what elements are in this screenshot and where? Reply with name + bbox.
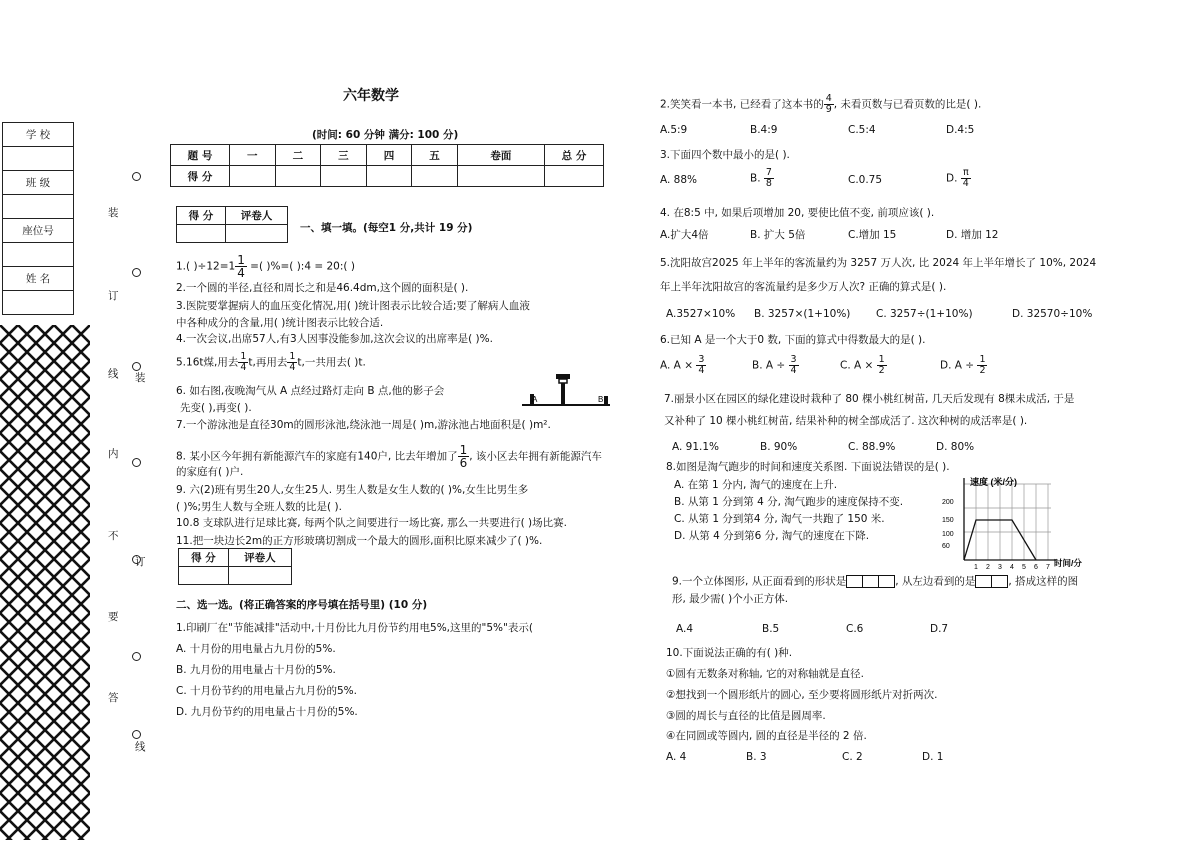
option-2-4-a[interactable]: A.扩大4倍 <box>660 229 709 241</box>
binding-char: 装 <box>108 207 119 219</box>
option-2-5-c[interactable]: C. 3257÷(1+10%) <box>876 308 973 320</box>
binding-char: 内 <box>108 448 119 460</box>
score-header: 二 <box>275 145 321 166</box>
binding-char: 订 <box>135 556 146 568</box>
grader-box-2 <box>178 548 292 585</box>
binding-char: 不 <box>108 530 119 542</box>
graph-ytick: 200 <box>942 499 954 506</box>
question-1-3: 3.医院要掌握病人的血压变化情况,用( )统计图表示比较合适;要了解病人血液 <box>176 300 530 312</box>
question-1-8: 8. 某小区今年拥有新能源汽车的家庭有140户, 比去年增加了 $\frac{1}{6}$ , 该小区去年拥有新能源汽车 <box>176 443 602 470</box>
class-field[interactable] <box>3 195 74 219</box>
option-2-3-b[interactable]: B. $\frac{7}{8}$ <box>750 167 772 189</box>
score-cell[interactable] <box>545 166 604 187</box>
option-2-4-c[interactable]: C.增加 15 <box>848 229 897 241</box>
binding-char: 要 <box>108 611 119 623</box>
question-2-1: 1.印刷厂在"节能减排"活动中,十月份比九月份节约用电5%,这里的"5%"表示( <box>176 622 533 634</box>
option-2-5-a[interactable]: A.3527×10% <box>666 308 736 320</box>
page-title: 六年数学 <box>343 88 399 104</box>
exam-subtitle: (时间: 60 分钟 满分: 100 分) <box>312 129 459 141</box>
question-1-9: 9. 六(2)班有男生20人,女生25人. 男生人数是女生人数的( )%,女生比男生多 <box>176 484 529 496</box>
score-cell[interactable] <box>230 166 276 187</box>
score-cell[interactable] <box>321 166 367 187</box>
option-2-8-c[interactable]: C. 从第 1 分到第4 分, 淘气一共跑了 150 米. <box>674 513 885 525</box>
binding-char: 订 <box>108 290 119 302</box>
question-1-3-cont: 中各种成分的含量,用( )统计图表示比较合适. <box>176 317 384 329</box>
question-1-2: 2.一个圆的半径,直径和周长之和是46.4dm,这个圆的面积是( ). <box>176 282 469 294</box>
graph-ytick: 100 <box>942 531 954 538</box>
question-2-8: 8.如图是淘气跑步的时间和速度关系图. 下面说法错误的是( ). <box>666 461 950 473</box>
option-2-2-a[interactable]: A.5:9 <box>660 124 688 136</box>
seat-label: 座位号 <box>3 219 74 243</box>
option-2-3-c[interactable]: C.0.75 <box>848 174 883 186</box>
question-1-5: 5.16t煤,用去 $\frac{1}{4}$ t,再用去 $\frac{1}{4}$ t,一共用去( )t. <box>176 351 366 373</box>
school-label: 学 校 <box>3 123 74 147</box>
binding-hole <box>132 652 141 661</box>
graph-xtick: 2 <box>986 564 990 571</box>
binding-hole <box>132 268 141 277</box>
option-2-9-b[interactable]: B.5 <box>762 623 780 635</box>
score-cell[interactable] <box>275 166 321 187</box>
question-2-5-cont: 年上半年沈阳故宫的客流量约是多少万人次? 正确的算式是( ). <box>660 281 947 293</box>
graph-xtick: 1 <box>974 564 978 571</box>
question-2-5: 5.沈阳故宫2025 年上半年的客流量约为 3257 万人次, 比 2024 年上半年增长了 10%, 2024 <box>660 257 1097 269</box>
grader-cell[interactable] <box>228 567 291 585</box>
student-info-panel <box>2 122 74 315</box>
binding-hole <box>132 730 141 739</box>
question-2-10: 10.下面说法正确的有( )种. <box>666 647 793 659</box>
grader-label: 评卷人 <box>228 549 291 567</box>
question-1-9-cont: ( )%;男生人数与全班人数的比是( ). <box>176 501 342 513</box>
binding-hole <box>132 362 141 371</box>
school-field[interactable] <box>3 147 74 171</box>
option-2-10-b[interactable]: B. 3 <box>746 751 767 763</box>
score-header: 四 <box>366 145 412 166</box>
graph-xlabel: 时间/分 <box>1054 558 1082 568</box>
score-header: 卷面 <box>457 145 544 166</box>
section2-heading: 二、选一选。(将正确答案的序号填在括号里) (10 分) <box>176 599 428 611</box>
option-2-9-c[interactable]: C.6 <box>846 623 864 635</box>
graph-xtick: 3 <box>998 564 1002 571</box>
question-2-9: 9.一个立体图形, 从正面看到的形状是 , 从左边看到的是 , 搭成这样的图 <box>672 575 1079 588</box>
graph-xtick: 6 <box>1034 564 1038 571</box>
option-2-10-d[interactable]: D. 1 <box>922 751 944 763</box>
graph-ytick: 60 <box>942 543 950 550</box>
grader-cell[interactable] <box>225 225 287 243</box>
option-2-6-d[interactable]: D. A ÷ $\frac{1}{2}$ <box>940 354 986 376</box>
name-label: 姓 名 <box>3 267 74 291</box>
question-2-9-cont: 形, 最少需( )个小正方体. <box>672 593 789 605</box>
option-2-2-d[interactable]: D.4:5 <box>946 124 975 136</box>
score-header: 三 <box>321 145 367 166</box>
option-2-4-d[interactable]: D. 增加 12 <box>946 229 999 241</box>
grader-score-cell[interactable] <box>179 567 229 585</box>
graph-ylabel: 速度 (米/分) <box>970 477 1017 487</box>
grader-box <box>176 206 288 243</box>
class-label: 班 级 <box>3 171 74 195</box>
option-2-10-c[interactable]: C. 2 <box>842 751 863 763</box>
option-2-9-a[interactable]: A.4 <box>676 623 694 635</box>
statement-2-10-3: ③圆的周长与直径的比值是圆周率. <box>666 710 826 722</box>
binding-char: 线 <box>108 368 119 380</box>
question-1-8-cont: 的家庭有( )户. <box>176 466 244 478</box>
question-2-7: 7.丽景小区在园区的绿化建设时栽种了 80 棵小桃红树苗, 几天后发现有 8棵未成活, 于是 <box>664 393 1075 405</box>
statement-2-10-2: ②想找到一个圆形纸片的圆心, 至少要将圆形纸片对折两次. <box>666 689 938 701</box>
option-2-8-b[interactable]: B. 从第 1 分到第 4 分, 淘气跑步的速度保持不变. <box>674 496 904 508</box>
option-2-3-d[interactable]: D. $\frac{\pi}{4}$ <box>946 167 969 189</box>
question-1-4: 4.一次会议,出席57人,有3人因事没能参加,这次会议的出席率是( )%. <box>176 333 493 345</box>
option-2-1-b[interactable]: B. 九月份的用电量占十月份的5%. <box>176 664 336 676</box>
option-2-1-a[interactable]: A. 十月份的用电量占九月份的5%. <box>176 643 336 655</box>
option-2-7-d[interactable]: D. 80% <box>936 441 975 453</box>
option-2-5-b[interactable]: B. 3257×(1+10%) <box>754 308 851 320</box>
question-2-4: 4. 在8:5 中, 如果后项增加 20, 要使比值不变, 前项应该( ). <box>660 207 935 219</box>
grader-score-label: 得 分 <box>179 549 229 567</box>
point-a-label: A <box>532 395 538 404</box>
option-2-3-a[interactable]: A. 88% <box>660 174 698 186</box>
name-field[interactable] <box>3 291 74 315</box>
option-2-7-c[interactable]: C. 88.9% <box>848 441 896 453</box>
option-2-5-d[interactable]: D. 32570÷10% <box>1012 308 1093 320</box>
question-1-7: 7.一个游泳池是直径30m的圆形泳池,绕泳池一周是( )m,游泳池占地面积是( )m². <box>176 419 551 431</box>
question-1-11: 11.把一块边长2m的正方形玻璃切割成一个最大的圆形,面积比原来减少了( )%. <box>176 535 543 547</box>
question-2-7-cont: 又补种了 10 棵小桃红树苗, 结果补种的树全部成活了. 这次种树的成活率是( ). <box>664 415 1028 427</box>
option-2-1-d[interactable]: D. 九月份节约的用电量占十月份的5%. <box>176 706 358 718</box>
binding-char: 装 <box>135 372 146 384</box>
binding-hole <box>132 458 141 467</box>
option-2-8-d[interactable]: D. 从第 4 分到第6 分, 淘气的速度在下降. <box>674 530 870 542</box>
question-2-2: 2.笑笑看一本书, 已经看了这本书的 $\frac{4}{9}$ , 未看页数与已看页数的比是( ). <box>660 93 982 115</box>
section1-heading: 一、填一填。(每空1 分,共计 19 分) <box>300 222 473 234</box>
option-2-6-b[interactable]: B. A ÷ $\frac{3}{4}$ <box>752 354 797 376</box>
option-2-6-c[interactable]: C. A × $\frac{1}{2}$ <box>840 354 885 376</box>
score-header: 题 号 <box>171 145 230 166</box>
question-1-10: 10.8 支球队进行足球比赛, 每两个队之间要进行一场比赛, 那么一共要进行( )场比赛. <box>176 517 567 529</box>
statement-2-10-4: ④在同圆或等圆内, 圆的直径是半径的 2 倍. <box>666 730 867 742</box>
score-header: 五 <box>412 145 458 166</box>
question-1-6: 6. 如右图,夜晚淘气从 A 点经过路灯走向 B 点,他的影子会 <box>176 385 445 397</box>
option-2-6-a[interactable]: A. A × $\frac{3}{4}$ <box>660 354 705 376</box>
option-2-9-d[interactable]: D.7 <box>930 623 949 635</box>
option-2-2-b[interactable]: B.4:9 <box>750 124 778 136</box>
binding-char: 答 <box>108 692 119 704</box>
score-header: 总 分 <box>545 145 604 166</box>
score-cell[interactable] <box>366 166 412 187</box>
score-cell[interactable] <box>412 166 458 187</box>
score-cell[interactable] <box>457 166 544 187</box>
option-2-7-a[interactable]: A. 91.1% <box>672 441 720 453</box>
grader-score-cell[interactable] <box>177 225 226 243</box>
option-2-10-a[interactable]: A. 4 <box>666 751 687 763</box>
score-table <box>170 144 604 187</box>
graph-xtick: 5 <box>1022 564 1026 571</box>
crosshatch-decoration <box>0 325 90 840</box>
seat-field[interactable] <box>3 243 74 267</box>
question-1-6-cont: 先变( ),再变( ). <box>180 402 252 414</box>
binding-char: 线 <box>135 741 146 753</box>
score-header: 一 <box>230 145 276 166</box>
streetlight-figure <box>520 372 612 412</box>
binding-hole <box>132 172 141 181</box>
question-1-1: 1.( )÷12=1 $\frac{1}{4}$ =( )%=( ):4 = 20:( ) <box>176 253 355 280</box>
graph-xtick: 7 <box>1046 564 1050 571</box>
option-2-1-c[interactable]: C. 十月份节约的用电量占九月份的5%. <box>176 685 358 697</box>
statement-2-10-1: ①圆有无数条对称轴, 它的对称轴就是直径. <box>666 668 864 680</box>
option-2-2-c[interactable]: C.5:4 <box>848 124 876 136</box>
option-2-8-a[interactable]: A. 在第 1 分内, 淘气的速度在上升. <box>674 479 838 491</box>
graph-xtick: 4 <box>1010 564 1014 571</box>
option-2-4-b[interactable]: B. 扩大 5倍 <box>750 229 806 241</box>
score-row-label: 得 分 <box>171 166 230 187</box>
point-b-label: B <box>598 395 604 404</box>
question-2-6: 6.已知 A 是一个大于0 数, 下面的算式中得数最大的是( ). <box>660 334 926 346</box>
graph-ytick: 150 <box>942 517 954 524</box>
question-2-3: 3.下面四个数中最小的是( ). <box>660 149 790 161</box>
grader-label: 评卷人 <box>225 207 287 225</box>
option-2-7-b[interactable]: B. 90% <box>760 441 798 453</box>
speed-time-graph <box>934 474 1104 574</box>
grader-score-label: 得 分 <box>177 207 226 225</box>
